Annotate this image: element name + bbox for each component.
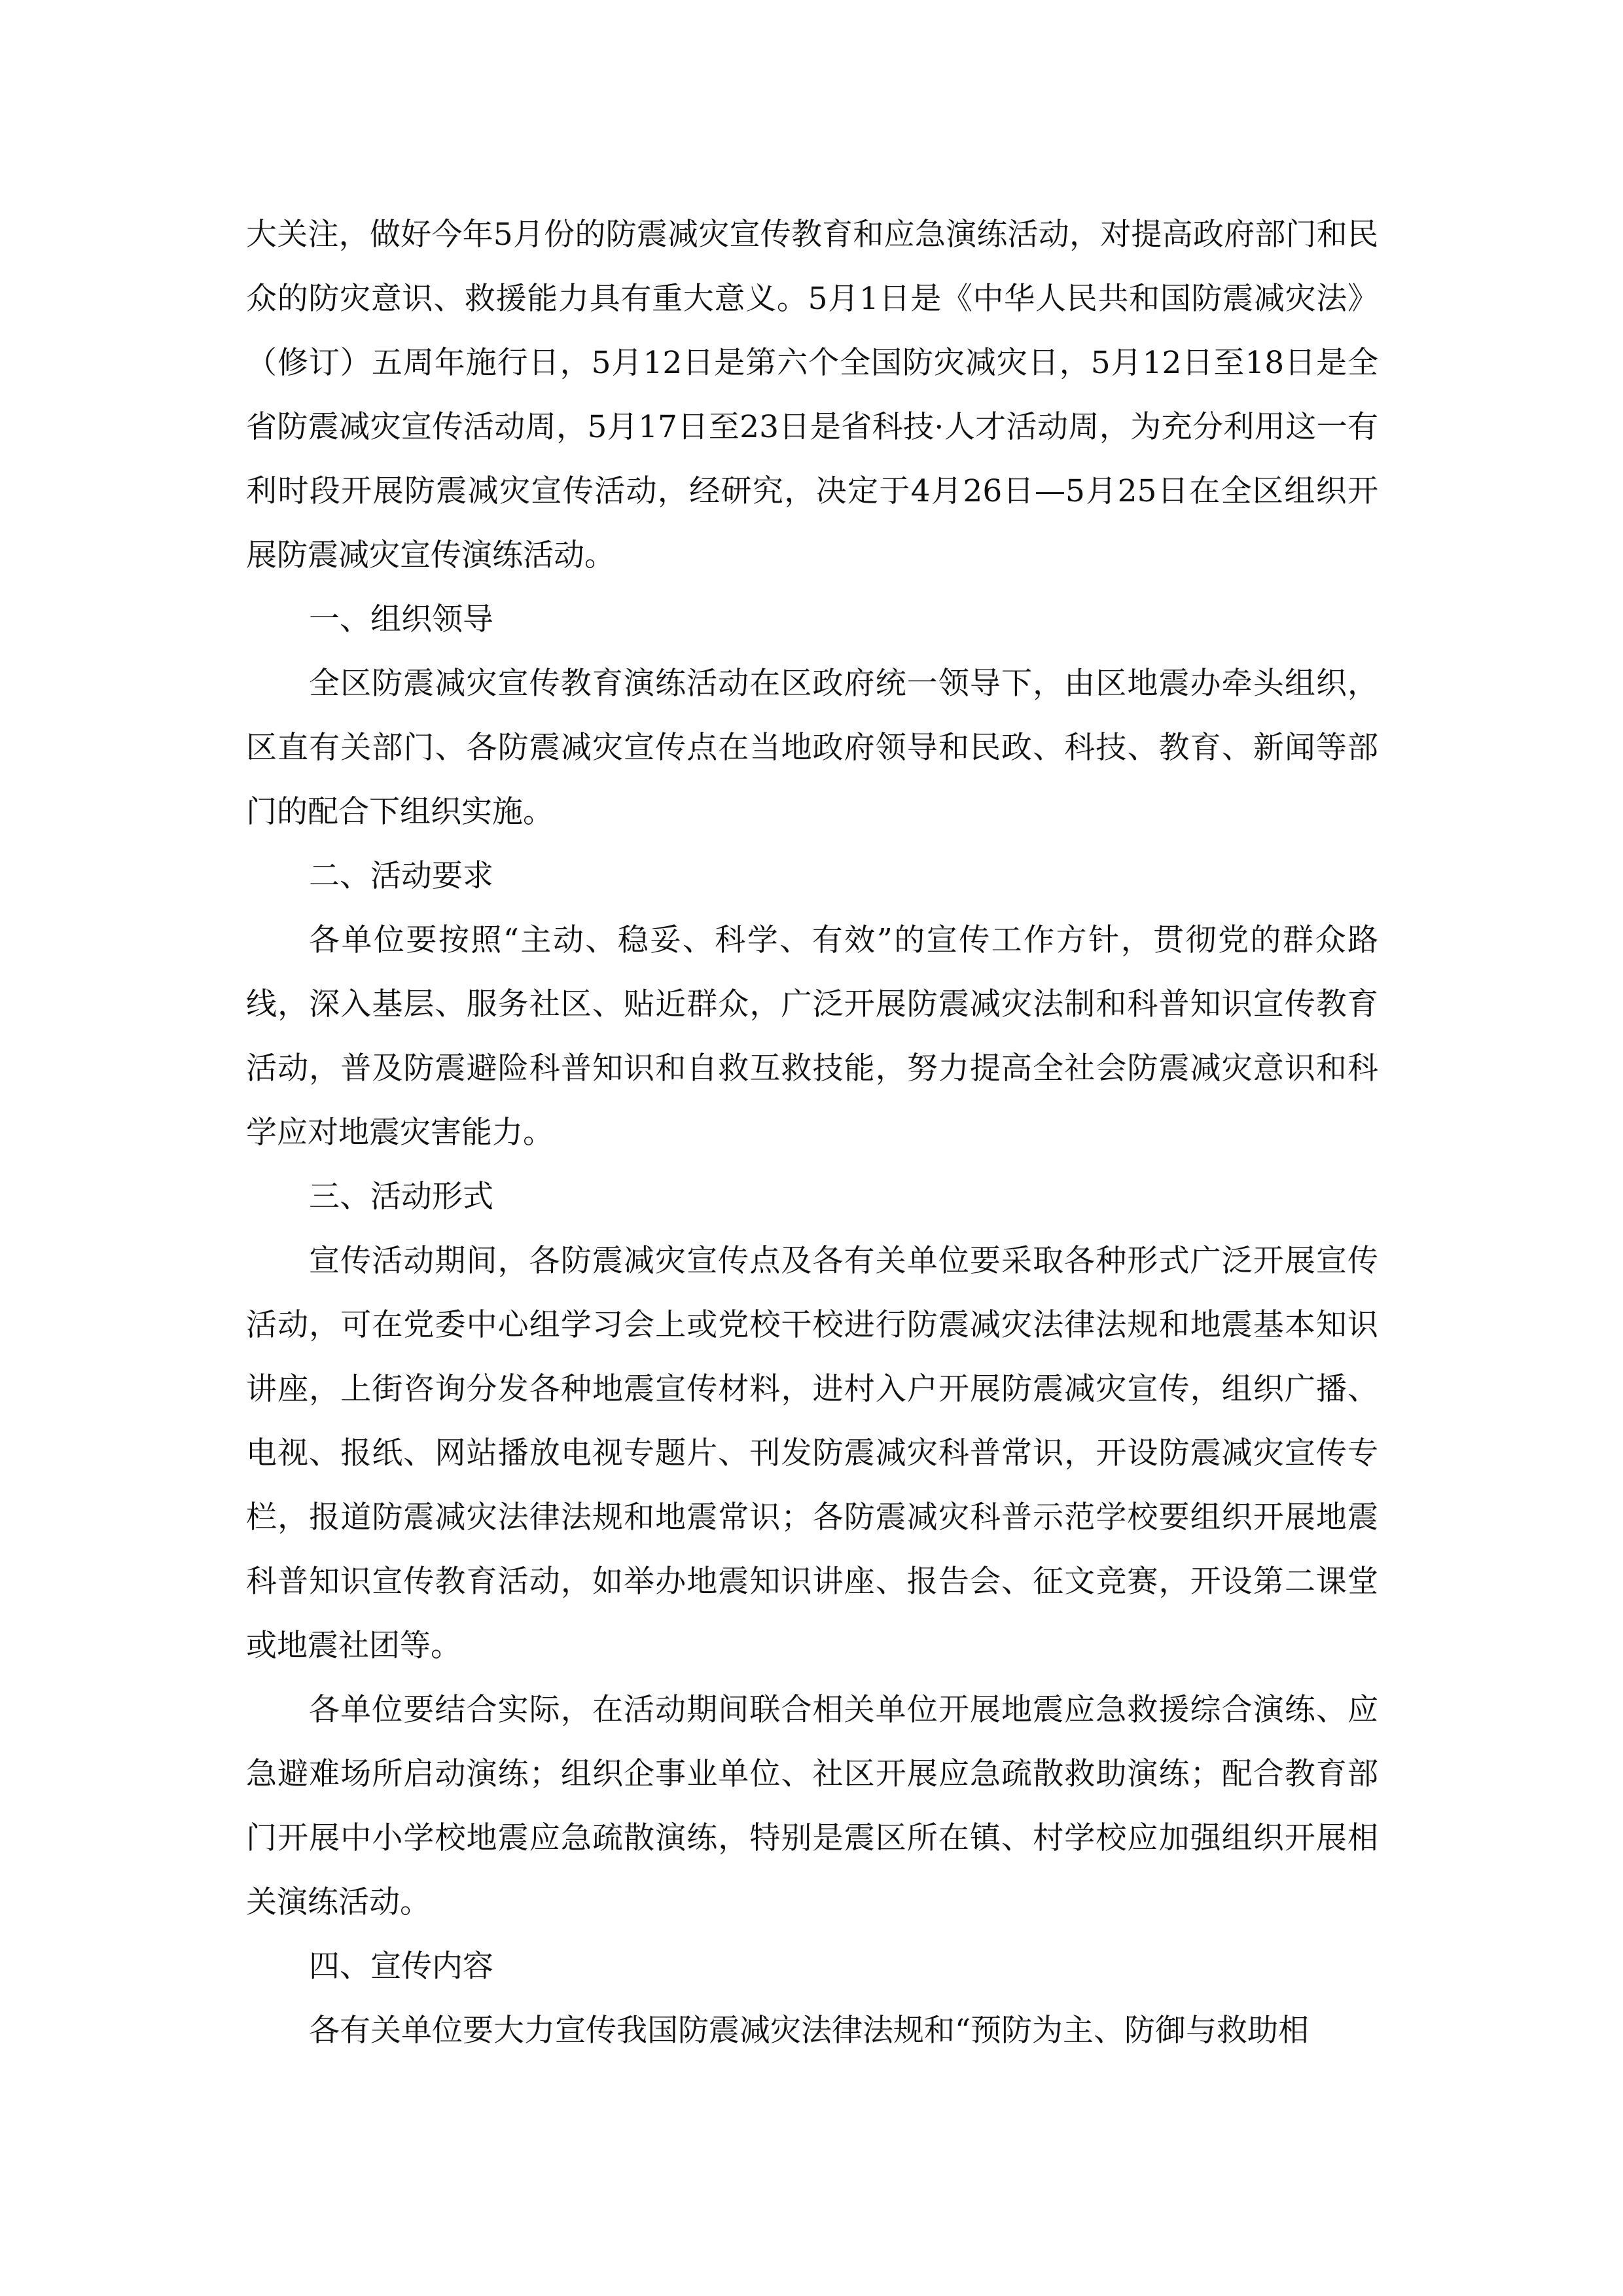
- paragraph-content: 各有关单位要大力宣传我国防震减灾法律法规和“预防为主、防御与救助相: [309, 2013, 1310, 2049]
- document-body: [246, 203, 1378, 2063]
- section-heading-organization: 一、组织领导: [309, 601, 493, 637]
- section-heading-requirements: 二、活动要求: [309, 858, 493, 894]
- paragraph-requirements: 各单位要按照“主动、稳妥、科学、有效”的宣传工作方针，贯彻党的群众路线，深入基层、服务社区、贴近群众，广泛开展防震减灾法制和科普知识宣传教育活动，普及防震避险科普知识和自救互救技能，努力提高全社会防震减灾意识和科学应对地震灾害能力。: [246, 922, 1378, 1151]
- paragraph-forms-1: 宣传活动期间，各防震减灾宣传点及各有关单位要采取各种形式广泛开展宣传活动，可在党委中心组学习会上或党校干校进行防震减灾法律法规和地震基本知识讲座，上街咨询分发各种地震宣传材料，进村入户开展防震减灾宣传，组织广播、电视、报纸、网站播放电视专题片、刊发防震减灾科普常识，开设防震减灾宣传专栏，报道防震减灾法律法规和地震常识；各防震减灾科普示范学校要组织开展地震科普知识宣传教育活动，如举办地震知识讲座、报告会、征文竞赛，开设第二课堂或地震社团等。: [246, 1243, 1378, 1664]
- paragraph-forms-2: 各单位要结合实际，在活动期间联合相关单位开展地震应急救援综合演练、应急避难场所启动演练；组织企事业单位、社区开展应急疏散救助演练；配合教育部门开展中小学校地震应急疏散演练，特别是震区所在镇、村学校应加强组织开展相关演练活动。: [246, 1692, 1378, 1920]
- section-heading-forms: 三、活动形式: [309, 1179, 493, 1215]
- paragraph-intro: 大关注，做好今年5月份的防震减灾宣传教育和应急演练活动，对提高政府部门和民众的防灾意识、救援能力具有重大意义。5月1日是《中华人民共和国防震减灾法》（修订）五周年施行日，5月12日是第六个全国防灾减灾日，5月12日至18日是全省防震减灾宣传活动周，5月17日至23日是省科技·人才活动周，为充分利用这一有利时段开展防震减灾宣传活动，经研究，决定于4月26日—5月25日在全区组织开展防震减灾宣传演练活动。: [246, 217, 1378, 573]
- paragraph-organization: 全区防震减灾宣传教育演练活动在区政府统一领导下，由区地震办牵头组织，区直有关部门、各防震减灾宣传点在当地政府领导和民政、科技、教育、新闻等部门的配合下组织实施。: [246, 666, 1378, 830]
- section-heading-content: 四、宣传内容: [309, 1948, 493, 1984]
